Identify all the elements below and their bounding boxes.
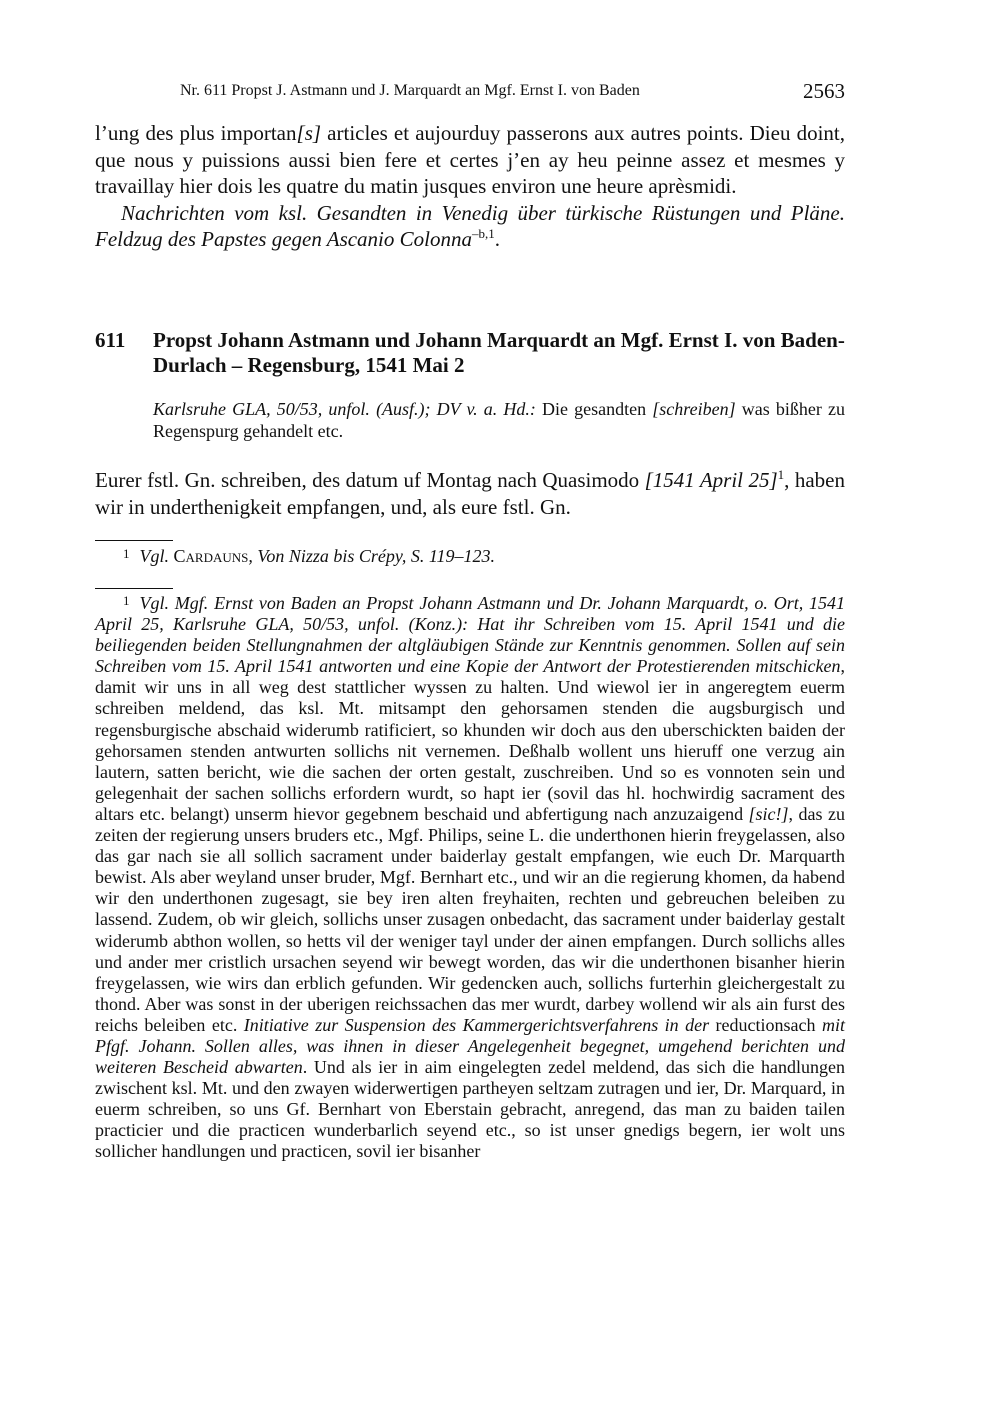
editorial-insertion: [schreiben]	[652, 399, 736, 419]
running-title: Nr. 611 Propst J. Astmann und J. Marquardt an Mgf. Ernst I. von Baden	[180, 82, 640, 99]
author-name: Cardauns	[173, 546, 249, 566]
document-number: 611	[95, 328, 126, 352]
text-run: [sic!]	[748, 803, 789, 824]
note-marker: –b,1	[472, 226, 495, 241]
text-run: , damit wir uns in all weg dest stattlicher wyssen zu halten. Und wiewol ier in angeregtem euerm schreiben meldend, das ksl. Mt. mitsampt den gehorsamen stenden die augsburgisch und regensburgische abschaid widerumb ratificiert, so khunden wir doch aus den uberschickten baiden der gehorsamen stenden antwurten sollichs nit vernemen. Deßhalb wollent uns hieruff one verzug ain lautern, satten bericht, wie die sachen der orten gestalt, zuschreiben. Und so es vonnoten sein und gelegenhait der sachen sollichs erfordern wurdt, so hapt ier (sovil das hl. hochwirdig sacrament des altars etc. belangt) unserm hievor gegebnem beschaid und abfertigung nach anzuzaigend	[95, 656, 845, 824]
footnote-rule	[95, 588, 173, 589]
document-heading	[95, 328, 845, 378]
text-run: , das zu zeiten der regierung unsers bruders etc., Mgf. Philips, seine L. die underthonen hierin freygelassen, also das gar nach sie all sollich sacrament under baiderlay gestalt empfangen, wie euch Dr. Marquarth bewist. Als aber weyland unser bruder, Mgf. Bernhart etc., und wir an die regierung khomen, da habend wir den underthonen zugesagt, sie bey iren alten freyhaiten, rechten und gebreuchen beleiben zu lassend. Zudem, ob wir gleich, sollichs unser zusagen onbedacht, das sacrament under baiderlay gestalt widerumb abthon wollen, so hetts vil der weniger tayl under der ainen empfangen. Durch sollichs alles und ander mer cristlich ursachen seyend wir bewegt worden, das wir die underthonen bisanher hierin freygelassen, wie wirs dan erblich gefunden. Wir gedencken auch, sollichs furterhin gleichergestalt zu thond. Aber was sonst in der uberigen reichssachen das mer wurdt, darbey wollend wir als ain furst des reichs beleiben etc.	[95, 803, 845, 1035]
text-run: Vgl.	[139, 546, 174, 566]
editorial-date: [1541 April 25]	[644, 468, 778, 492]
source-note	[153, 398, 845, 442]
letter-paragraph	[95, 467, 845, 520]
archive-reference: Karlsruhe GLA, 50/53, unfol. (Ausf.); DV v. a. Hd.:	[153, 399, 536, 419]
editorial-insertion: [s]	[296, 121, 322, 145]
continuation-paragraph	[95, 120, 845, 200]
running-header	[95, 79, 845, 107]
footnote-rule	[95, 540, 173, 541]
text-run: , haben wir in underthenigkeit empfangen, und, als eure fstl. Gn.	[95, 468, 845, 519]
page-number: 2563	[803, 79, 845, 103]
letter-text	[95, 467, 845, 520]
text-run: reductionsach	[709, 1014, 822, 1035]
editorial-summary: Nachrichten vom ksl. Gesandten in Venedig über türkische Rüstungen und Pläne. Feldzug des Papstes gegen Ascanio Colonna	[95, 200, 845, 251]
footnote-number: 1	[123, 546, 130, 561]
text-run: Die gesandten	[535, 399, 653, 419]
text-run: Vgl. Mgf. Ernst von Baden an Propst Johann Astmann und Dr. Johann Marquardt, o. Ort, 1541 April 25, Karlsruhe GLA, 50/53, unfol. (Konz.): Hat ihr Schreiben vom 15. April 1541 und die beiliegenden beiden Stellungnahmen der altgläubigen Stände zur Kenntnis genommen. Sollen auf sein Schreiben vom 15. April 1541 antworten und eine Kopie der Antwort der Protestierenden mitschicken	[95, 593, 845, 677]
footnote-1	[95, 543, 845, 567]
document-title: Propst Johann Astmann und Johann Marquardt an Mgf. Ernst I. von Baden-Durlach – Regensburg, 1541 Mai 2	[153, 328, 845, 377]
footnote-number: 1	[123, 593, 130, 608]
text-run: was bißher zu Regenspurg gehandelt etc.	[153, 399, 846, 441]
text-run: Eurer fstl. Gn. schreiben, des datum uf Montag nach Quasimodo	[95, 468, 645, 492]
text-run: articles et aujourduy passerons aux autres points. Dieu doint, que nous y puissions aussi bien fere et certes j’en ay heu peinne assez et mesmes y travaillay hier dois les quatre du matin jusques environ une heure aprèsmidi.	[95, 121, 845, 198]
continuation-text	[95, 120, 845, 253]
text-run: .	[494, 227, 500, 251]
summary-paragraph	[95, 200, 845, 253]
text-run: l’ung des plus importan	[95, 121, 297, 145]
text-run: , Von Nizza bis Crépy, S. 119–123.	[248, 546, 496, 566]
footnote-2	[95, 590, 845, 1163]
text-run: . Und als ier in aim eingelegten zedel meldend, das sich die handlungen zwischent ksl. Mt. und den zwayen widerwertigen partheyen seltzam zutragen und ier, Dr. Marquard, in euerm schreiben, so uns Gf. Bernhart von Eberstain gebracht, anregend, das man zu baiden tailen practicier und die practicen wunderbarlich seyend etc., so ist unser gnedigs begern, ier wolt uns sollicher handlungen und practicen, sovil ier bisanher	[95, 1057, 845, 1162]
text-run: Initiative zur Suspension des Kammergerichtsverfahrens in der	[243, 1014, 710, 1035]
footnote-marker: 1	[777, 467, 785, 482]
text-run: mit Pfgf. Johann. Sollen alles, was ihnen in dieser Angelegenheit begegnet, umgehend berichten und weiteren Bescheid abwarten	[95, 1014, 845, 1078]
